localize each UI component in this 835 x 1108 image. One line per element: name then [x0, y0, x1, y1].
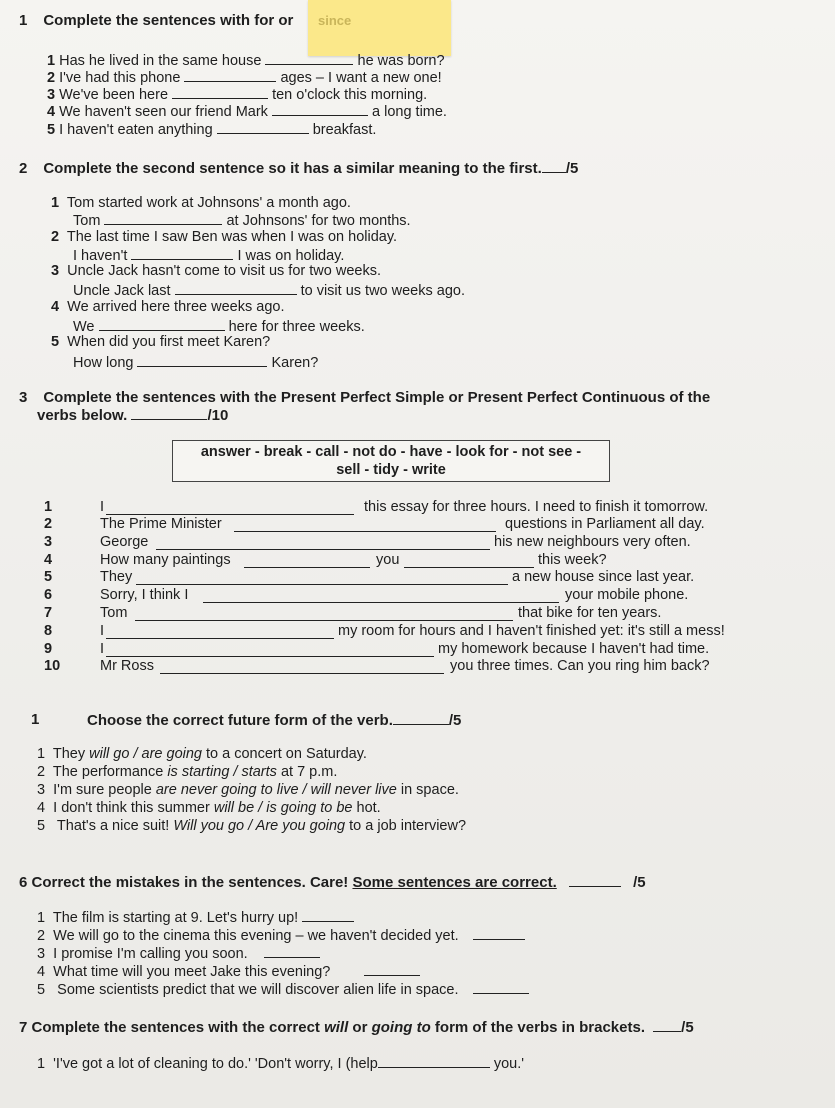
- worksheet-page: 1 Complete the sentences with for or since 1 Has he lived in the same house he was born? 2 I've had this phone ages – I want a new one! 3 We've been here ten o'clock this morning. 4 We haven't seen our friend Mark a long time. 5 I haven't eaten anything breakfast. 2 Complete the second sentence so it has a similar meaning to the first. /5 1 Tom started work at Johnsons' a month ago. Tom at Johnsons' for two months. 2 The last time I saw Ben was when I was on holiday. I haven't I was on holiday. 3 Uncle Jack hasn't come to visit us for two weeks. Uncle Jack last to visit us two weeks ago. 4 We arrived here three weeks ago. We here for three weeks. 5 When did you first meet Karen? How long Karen? 3 Complete the sentences with the Present Perfect Simple or Present Perfect Continuous of the verbs below. /10 answer - break - call - not do - have - look for - not see - sell - tidy - write 1 I this essay for three hours. I need to finish it tomorrow. 2 The Prime Minister questions in Parliament all day. 3 George his new neighbours very often. 4 How many paintings you this week? 5 They a new house since last year. 6 Sorry, I think I your mobile phone. 7 Tom that bike for ten years. 8 I my room for hours and I haven't finished yet: it's still a mess! 9 I my homework because I haven't had time. 10 Mr Ross you three times. Can you ring him back? 1 Choose the correct future form of the verb. /5 1 They will go / are going to a concert on Saturday. 2 The performance is starting / starts at 7 p.m. 3 I'm sure people are never going to live / will never live in space. 4 I don't think this summer will be / is going to be hot. 5 That's a nice suit! Will you go / Are you going to a job interview? 6 Correct the mistakes in the sentences. Care! Some sentences are correct. /5 1 The film is starting at 9. Let's hurry up! 2 We will go to the cinema this evening – we haven't decided yet. 3 I promise I'm calling you soon. 4 What time will you meet Jake this evening? 5 Some scientists predict that we will discover alien life in space. 7 Complete the sentences with the correct will or going to form of the verbs in brackets. /5 1 'I've got a lot of cleaning to do.' 'Don't worry, I (help you.': [0, 0, 835, 1108]
- ex6-item-1: 1 'I've got a lot of cleaning to do.' 'Don't worry, I (help you.': [37, 1056, 525, 1072]
- ex5-item-4: 4 What time will you meet Jake this evening?: [37, 962, 420, 981]
- verb-box: [172, 440, 610, 482]
- answer-blank[interactable]: [131, 246, 233, 260]
- ex6-heading: 7 Complete the sentences with the correct will or going to form of the verbs in brackets. /5: [19, 1019, 694, 1036]
- answer-blank[interactable]: [99, 317, 225, 331]
- ex1-item-2: 2 I've had this phone ages – I want a new one!: [47, 70, 442, 86]
- answer-blank[interactable]: [244, 554, 370, 568]
- ex1-item-3: 3 We've been here ten o'clock this morning.: [47, 87, 428, 103]
- ex1-item-1: 1 Has he lived in the same house he was born?: [47, 53, 445, 69]
- ex2-item-3-first: 3 Uncle Jack hasn't come to visit us for two weeks.: [51, 263, 381, 279]
- answer-blank[interactable]: [265, 51, 353, 65]
- ex2-item-5-second: How long Karen?: [73, 355, 319, 371]
- ex2-item-1-second: Tom at Johnsons' for two months.: [73, 213, 411, 229]
- ex2-item-2-second: I haven't I was on holiday.: [73, 248, 345, 264]
- answer-blank[interactable]: [175, 281, 297, 295]
- ex3-heading-line2: verbs below. /10: [37, 407, 229, 424]
- ex2-heading: 2 Complete the second sentence so it has a similar meaning to the first. /5: [19, 160, 579, 177]
- ex5-heading: 6 Correct the mistakes in the sentences. Care! Some sentences are correct. /5: [19, 874, 646, 891]
- sticky-partial-text: since: [318, 13, 352, 28]
- correction-blank[interactable]: [302, 908, 354, 922]
- ex4-item-3: 3 I'm sure people are never going to live / will never live in space.: [37, 782, 459, 798]
- choice-option[interactable]: Will you go / Are you going: [173, 818, 346, 834]
- score-blank[interactable]: [393, 711, 449, 725]
- answer-blank[interactable]: [217, 120, 309, 134]
- choice-option[interactable]: is starting / starts: [167, 764, 277, 780]
- score-blank[interactable]: [569, 873, 621, 887]
- answer-blank[interactable]: [378, 1054, 490, 1068]
- choice-option[interactable]: will be / is going to be: [213, 800, 353, 816]
- ex2-item-4-first: 4 We arrived here three weeks ago.: [51, 299, 285, 315]
- answer-blank[interactable]: [156, 536, 490, 550]
- sticky-note: [308, 0, 451, 56]
- score-blank[interactable]: [542, 159, 566, 173]
- answer-blank[interactable]: [106, 625, 334, 639]
- score-blank[interactable]: [653, 1018, 681, 1032]
- ex2-item-4-second: We here for three weeks.: [73, 319, 365, 335]
- ex1-item-4: 4 We haven't seen our friend Mark a long time.: [47, 104, 447, 120]
- ex4-item-5: 5 That's a nice suit! Will you go / Are you going to a job interview?: [37, 818, 467, 834]
- ex5-item-3: 3 I promise I'm calling you soon.: [37, 944, 320, 963]
- verb-box-line2: sell - tidy - write: [336, 462, 446, 478]
- correction-blank[interactable]: [264, 944, 320, 958]
- answer-blank[interactable]: [135, 607, 513, 621]
- correction-blank[interactable]: [364, 962, 420, 976]
- answer-blank[interactable]: [106, 643, 434, 657]
- answer-blank[interactable]: [234, 518, 496, 532]
- ex5-item-2: 2 We will go to the cinema this evening – we haven't decided yet.: [37, 926, 525, 945]
- ex4-item-4: 4 I don't think this summer will be / is going to be hot.: [37, 800, 381, 816]
- ex5-item-1: 1 The film is starting at 9. Let's hurry up!: [37, 908, 354, 927]
- choice-option[interactable]: will go / are going: [89, 746, 202, 762]
- ex2-item-1-first: 1 Tom started work at Johnsons' a month ago.: [51, 195, 351, 211]
- choice-option[interactable]: are never going to live / will never live: [155, 782, 397, 798]
- answer-blank[interactable]: [137, 353, 267, 367]
- ex2-item-5-first: 5 When did you first meet Karen?: [51, 334, 271, 350]
- answer-blank[interactable]: [184, 68, 276, 82]
- correction-blank[interactable]: [473, 980, 529, 994]
- verb-box-line1: answer - break - call - not do - have - look for - not see -: [200, 444, 582, 460]
- ex3-heading-line1: 3 Complete the sentences with the Present Perfect Simple or Present Perfect Continuous of the: [19, 389, 711, 406]
- answer-blank[interactable]: [104, 211, 222, 225]
- ex1-item-5: 5 I haven't eaten anything breakfast.: [47, 122, 377, 138]
- answer-blank[interactable]: [106, 501, 354, 515]
- answer-blank[interactable]: [203, 589, 559, 603]
- ex4-item-2: 2 The performance is starting / starts at 7 p.m.: [37, 764, 338, 780]
- answer-blank[interactable]: [404, 554, 534, 568]
- ex5-item-5: 5 Some scientists predict that we will discover alien life in space.: [37, 980, 529, 999]
- answer-blank[interactable]: [160, 660, 444, 674]
- answer-blank[interactable]: [272, 102, 368, 116]
- score-blank[interactable]: [131, 406, 207, 420]
- correction-blank[interactable]: [473, 926, 525, 940]
- ex2-item-2-first: 2 The last time I saw Ben was when I was on holiday.: [51, 229, 398, 245]
- ex2-item-3-second: Uncle Jack last to visit us two weeks ago.: [73, 283, 465, 299]
- answer-blank[interactable]: [172, 85, 268, 99]
- answer-blank[interactable]: [136, 571, 508, 585]
- ex4-item-1: 1 They will go / are going to a concert on Saturday.: [37, 746, 367, 762]
- ex1-heading: 1 Complete the sentences with for or: [19, 12, 294, 29]
